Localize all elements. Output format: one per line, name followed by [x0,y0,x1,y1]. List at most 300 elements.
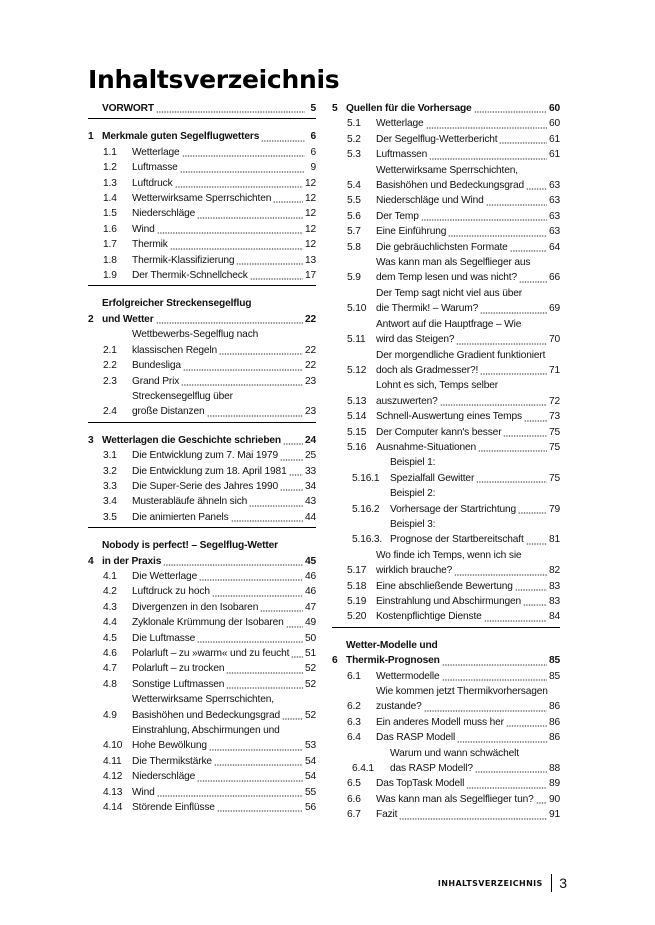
section-divider [88,285,316,286]
toc-entry-last-line [132,646,316,661]
toc-entry-title-line: Beispiel 1: [390,457,436,469]
toc-entry-number: 4.5 [103,632,117,644]
toc-entry-body [102,433,316,448]
toc-page-number: 5 [310,103,316,114]
toc-entry-number: 3.2 [103,465,117,477]
toc-entry-number: 5.4 [347,180,361,192]
toc-entry-last-line [390,502,560,517]
toc-entry-body [102,538,316,569]
dot-leader [260,610,303,612]
toc-section-entry[interactable] [88,389,316,420]
toc-section-entry[interactable] [332,224,560,239]
toc-section-entry[interactable] [332,425,560,440]
toc-entry-title-line: Die Entwicklung zum 18. April 1981 [132,465,287,477]
dot-leader [484,620,547,622]
toc-page-number: 12 [304,239,316,251]
toc-section-entry[interactable] [332,548,560,579]
toc-page-number: 52 [304,663,316,675]
toc-page-number: 49 [304,617,316,629]
toc-entry-title-line: Wind [132,786,155,798]
dot-leader [197,641,303,643]
section-divider [332,627,560,628]
toc-entry-last-line [132,800,316,815]
toc-section-entry[interactable] [332,594,560,609]
toc-entry-number: 6 [332,655,338,667]
toc-entry-number: 1.3 [103,177,117,189]
toc-entry-body [376,286,560,317]
toc-entry-last-line [376,609,560,624]
toc-section-entry[interactable] [332,730,560,745]
toc-entry-body [376,132,560,147]
dot-leader [199,579,303,581]
toc-entry-title-line: Kostenpflichtige Dienste [376,611,482,623]
toc-section-entry[interactable] [88,176,316,191]
toc-page-number: 54 [304,771,316,783]
toc-section-entry[interactable] [332,746,560,777]
toc-chapter-entry[interactable] [88,538,316,569]
toc-entry-last-line [346,653,560,668]
toc-column-right [332,101,560,823]
toc-entry-number: 2.1 [103,344,117,356]
toc-entry-last-line [132,464,316,479]
toc-page-number: 83 [548,580,560,592]
toc-entry-title-line: Wetterlagen die Geschichte schrieben [102,434,281,446]
toc-entry-body [376,425,560,440]
toc-entry-last-line [132,448,316,463]
toc-column-left [88,101,316,815]
dot-leader [518,512,547,514]
toc-chapter-entry[interactable] [88,129,316,144]
toc-entry-last-line [132,708,316,723]
toc-section-entry[interactable] [88,510,316,525]
toc-entry-last-line [376,240,560,255]
toc-entry-body [132,374,316,389]
dot-leader [524,420,547,422]
toc-entry-number: 2.2 [103,360,117,372]
toc-entry-title-line: Warum und wann schwächelt [390,747,519,759]
toc-entry-title-line: Die gebräuchlichsten Formate [376,241,508,253]
toc-entry-body [386,455,560,486]
toc-section-entry[interactable] [332,163,560,194]
toc-entry-title-line: Thermik [132,239,168,251]
toc-section-entry[interactable] [332,579,560,594]
toc-entry-body [132,692,316,723]
toc-chapter-entry[interactable] [88,433,316,448]
toc-entry-last-line [132,600,316,615]
dot-leader [523,604,547,606]
toc-entry-body [376,209,560,224]
toc-entry-title-line: Der Temp sagt nicht viel aus über [376,287,523,299]
toc-section-entry[interactable] [88,327,316,358]
toc-entry-last-line [376,730,560,745]
toc-section-entry[interactable] [332,255,560,286]
toc-page-number: 50 [304,632,316,644]
toc-entry-number: 3 [88,434,94,446]
toc-entry-title-line: Erfolgreicher Streckensegelflug [102,298,252,310]
toc-entry-body [132,206,316,221]
toc-entry-title-line: Ausnahme-Situationen [376,441,477,453]
toc-section-entry[interactable] [332,609,560,624]
toc-entry-title-line: Niederschläge [132,771,196,783]
toc-section-entry[interactable] [332,455,560,486]
toc-entry-last-line [346,101,560,116]
dot-leader [182,155,305,157]
toc-entry-body [132,448,316,463]
toc-page-number: 46 [304,586,316,598]
dot-leader [217,810,303,812]
toc-chapter-entry[interactable] [332,101,560,116]
toc-entry-last-line [376,193,560,208]
toc-entry-title-line: Das TopTask Modell [376,778,465,790]
toc-entry-body [132,723,316,754]
toc-entry-body [132,358,316,373]
dot-leader [231,520,303,522]
dot-leader [466,787,547,789]
toc-section-entry[interactable] [88,754,316,769]
dot-leader [170,248,303,250]
toc-entry-title-line: Thermik-Prognosen [346,655,440,667]
toc-entry-body [102,101,316,116]
toc-entry-title-line: wird das Steigen? [376,334,455,346]
toc-page-number: 69 [548,303,560,315]
toc-entry-body [132,479,316,494]
toc-entry-title-line: Störende Einflüsse [132,802,215,814]
toc-entry-number: 4.10 [103,740,123,752]
toc-section-entry[interactable] [88,222,316,237]
toc-entry-last-line [102,554,316,569]
toc-entry-number: 5.16.2 [352,503,380,515]
toc-entry-body [376,684,560,715]
dot-leader [536,802,547,804]
toc-entry-number: 1.1 [103,146,117,158]
dot-leader [424,710,547,712]
toc-page-number: 86 [548,732,560,744]
toc-chapter-entry[interactable] [88,101,316,116]
toc-chapter-entry[interactable] [88,296,316,327]
dot-leader [526,188,547,190]
toc-section-entry[interactable] [88,692,316,723]
toc-entry-body [376,669,560,684]
toc-entry-body [132,569,316,584]
toc-entry-body [132,785,316,800]
toc-entry-last-line [132,677,316,692]
toc-section-entry[interactable] [332,348,560,379]
toc-entry-number: 5.5 [347,195,361,207]
dot-leader [175,186,303,188]
toc-section-entry[interactable] [332,776,560,791]
toc-entry-number: 1.7 [103,239,117,251]
toc-entry-title-line: Divergenzen in den Isobaren [132,601,259,613]
section-divider [88,527,316,528]
toc-entry-body [386,517,560,548]
toc-page-number: 79 [548,503,560,515]
toc-entry-last-line [376,807,560,822]
toc-entry-title-line: Wetterwirksame Sperrschichten [132,193,272,205]
toc-section-entry[interactable] [88,800,316,815]
toc-section-entry[interactable] [332,209,560,224]
toc-entry-title-line: Thermik-Klassifizierung [132,254,235,266]
toc-entry-number: 5.6 [347,210,361,222]
toc-section-entry[interactable] [332,715,560,730]
toc-section-entry[interactable] [332,116,560,131]
toc-page-number: 83 [548,596,560,607]
toc-entry-title-line: dem Temp lesen und was nicht? [376,272,517,284]
toc-entry-title-line: Nobody is perfect! – Segelflug-Wetter [102,540,278,552]
toc-section-entry[interactable] [332,440,560,455]
toc-page-number: 47 [304,601,316,613]
toc-entry-body [132,584,316,599]
toc-entry-number: 5.15 [347,426,367,438]
toc-entry-title-line: Luftmassen [376,149,428,161]
toc-section-entry[interactable] [88,646,316,661]
toc-section-entry[interactable] [332,286,560,317]
dot-leader [476,481,547,483]
toc-entry-title-line: Niederschläge und Wind [376,195,484,207]
toc-page-number: 63 [548,210,560,222]
toc-section-entry[interactable] [88,600,316,615]
toc-entry-title-line: Der morgendliche Gradient funktioniert [376,349,546,361]
toc-section-entry[interactable] [88,584,316,599]
toc-section-entry[interactable] [88,723,316,754]
toc-entry-title-line: Basishöhen und Bedeckungsgrad [376,180,525,192]
toc-page-number: 89 [548,778,560,790]
toc-section-entry[interactable] [88,615,316,630]
toc-section-entry[interactable] [332,669,560,684]
toc-entry-title-line: Luftdruck [132,177,173,189]
toc-section-entry[interactable] [88,145,316,160]
toc-entry-number: 1.2 [103,162,117,174]
toc-entry-last-line [132,510,316,525]
toc-section-entry[interactable] [332,132,560,147]
dot-leader [226,672,303,674]
toc-entry-title-line: Merkmale guten Segelflugwetters [102,131,260,143]
toc-entry-title-line: das RASP Modell? [390,763,473,775]
toc-page-number: 66 [548,272,560,284]
toc-page-number: 12 [304,177,316,189]
page-footer [438,874,567,892]
toc-entry-number: 2.4 [103,406,117,418]
toc-entry-title-line: Grand Prix [132,375,180,387]
toc-section-entry[interactable] [88,206,316,221]
toc-entry-last-line [376,792,560,807]
toc-entry-last-line [132,343,316,358]
toc-section-entry[interactable] [88,464,316,479]
toc-entry-body [132,631,316,646]
dot-leader [457,741,547,743]
toc-entry-title-line: doch als Gradmesser?! [376,364,479,376]
toc-section-entry[interactable] [332,486,560,517]
toc-section-entry[interactable] [332,147,560,162]
toc-entry-number: 5.16.3. [352,534,383,546]
toc-section-entry[interactable] [88,191,316,206]
toc-entry-last-line [376,147,560,162]
toc-section-entry[interactable] [332,193,560,208]
toc-page-number: 60 [548,118,560,130]
toc-section-entry[interactable] [88,769,316,784]
toc-entry-body [132,600,316,615]
toc-entry-number: 5.16.1 [352,472,380,484]
toc-entry-body [132,615,316,630]
dot-leader [283,443,303,445]
toc-page-number: 71 [548,364,560,376]
toc-entry-title-line: die Thermik! – Warum? [376,303,479,315]
toc-entry-title-line: Wetter-Modelle und [346,639,438,651]
toc-entry-body [376,240,560,255]
toc-entry-last-line [376,132,560,147]
toc-entry-title-line: große Distanzen [132,406,205,418]
toc-page-number: 12 [304,208,316,220]
toc-entry-body [132,253,316,268]
toc-section-entry[interactable] [88,494,316,509]
dot-leader [442,679,547,681]
toc-entry-title-line: Wind [132,223,155,235]
toc-entry-title-line: zustande? [376,701,422,713]
toc-entry-last-line [376,301,560,316]
toc-section-entry[interactable] [332,807,560,822]
toc-section-entry[interactable] [88,631,316,646]
toc-entry-last-line [390,471,560,486]
dot-leader [212,595,303,597]
toc-entry-number: 5.16 [347,441,367,453]
toc-section-entry[interactable] [332,517,560,548]
toc-chapter-entry[interactable] [332,638,560,669]
toc-entry-title-line: Wetterlage [376,118,424,130]
toc-section-entry[interactable] [88,448,316,463]
dot-leader [486,204,547,206]
toc-entry-body [376,317,560,348]
toc-entry-number: 6.7 [347,809,361,821]
toc-entry-last-line [132,404,316,419]
toc-section-entry[interactable] [88,661,316,676]
toc-page-number: 70 [548,334,560,346]
toc-entry-title-line: Die Luftmasse [132,632,196,644]
toc-page-number: 34 [304,480,316,492]
footer-label: INHALTSVERZEICHNIS [437,878,543,888]
toc-page-number: 52 [304,678,316,690]
dot-leader [157,795,303,797]
toc-section-entry[interactable] [332,684,560,715]
toc-entry-number: 4.14 [103,802,123,814]
toc-page-number: 61 [548,149,560,161]
toc-section-entry[interactable] [332,240,560,255]
toc-entry-title-line: Fazit [376,809,398,821]
dot-leader [286,626,303,628]
toc-entry-body [376,776,560,791]
toc-entry-number: 5.17 [347,565,367,577]
toc-entry-body [132,510,316,525]
toc-section-entry[interactable] [332,792,560,807]
toc-entry-last-line [132,631,316,646]
dot-leader [426,127,547,129]
dot-leader [261,140,305,142]
dot-leader [156,322,303,324]
toc-entry-number: 1 [88,131,94,143]
toc-section-entry[interactable] [88,677,316,692]
toc-page-number: 73 [548,411,560,423]
toc-entry-number: 5.11 [347,334,366,346]
dot-leader [214,764,303,766]
dot-leader [456,343,547,345]
toc-entry-title-line: Wetterlage [132,146,180,158]
toc-section-entry[interactable] [332,317,560,348]
toc-entry-body [376,224,560,239]
footer-divider [551,874,553,892]
dot-leader [181,384,303,386]
toc-page-number: 22 [304,313,316,325]
toc-entry-title-line: Einstrahlung und Abschirmungen [376,596,522,607]
toc-section-entry[interactable] [88,253,316,268]
toc-section-entry[interactable] [88,358,316,373]
toc-entry-body [376,715,560,730]
toc-entry-last-line [132,754,316,769]
toc-section-entry[interactable] [88,237,316,252]
toc-page-number: 72 [548,395,560,407]
toc-entry-last-line [376,669,560,684]
toc-entry-last-line [376,332,560,347]
toc-entry-last-line [132,253,316,268]
toc-entry-number: 5.3 [347,149,361,161]
toc-entry-body [376,147,560,162]
toc-entry-last-line [132,160,316,175]
toc-entry-title-line: Prognose der Startbereitschaft [390,534,524,546]
toc-entry-title-line: Wetterwirksame Sperrschichten, [132,694,274,706]
dot-leader [510,250,547,252]
toc-entry-body [132,646,316,661]
toc-entry-number: 4.8 [103,678,117,690]
toc-section-entry[interactable] [88,268,316,283]
toc-section-entry[interactable] [332,378,560,409]
dot-leader [526,543,547,545]
toc-entry-last-line [132,176,316,191]
toc-section-entry[interactable] [88,374,316,389]
dot-leader [503,435,547,437]
toc-entry-number: 6.2 [347,701,361,713]
toc-entry-number: 4.6 [103,648,117,659]
toc-entry-body [376,193,560,208]
toc-entry-number: 4.4 [103,617,117,629]
toc-entry-last-line [376,579,560,594]
toc-page-number: 56 [304,802,316,814]
toc-entry-number: 5.1 [347,118,361,130]
toc-entry-title-line: Die Entwicklung zum 7. Mai 1979 [132,450,278,462]
toc-section-entry[interactable] [332,409,560,424]
toc-entry-number: 3.4 [103,496,117,508]
toc-entry-body [386,746,560,777]
toc-entry-body [132,677,316,692]
toc-entry-last-line [390,761,560,776]
dot-leader [440,404,547,406]
toc-entry-body [376,348,560,379]
toc-entry-title-line: wirklich brauche? [376,565,453,577]
toc-section-entry[interactable] [88,479,316,494]
toc-section-entry[interactable] [88,569,316,584]
toc-entry-number: 4.9 [103,709,117,721]
toc-entry-title-line: Was kann man als Segelflieger tun? [376,793,534,805]
toc-page-number: 75 [548,472,560,484]
toc-entry-title-line: Polarluft – zu »warm« und zu feucht [132,648,290,659]
toc-section-entry[interactable] [88,160,316,175]
toc-entry-last-line [376,699,560,714]
toc-entry-body [132,145,316,160]
toc-page-number: 6 [310,146,316,158]
toc-entry-number: 6.1 [347,670,361,682]
toc-entry-number: 3.5 [103,511,117,523]
toc-section-entry[interactable] [88,785,316,800]
toc-entry-number: 5.2 [347,133,361,145]
toc-page-number: 22 [304,360,316,372]
toc-entry-body [132,327,316,358]
toc-entry-last-line [132,584,316,599]
